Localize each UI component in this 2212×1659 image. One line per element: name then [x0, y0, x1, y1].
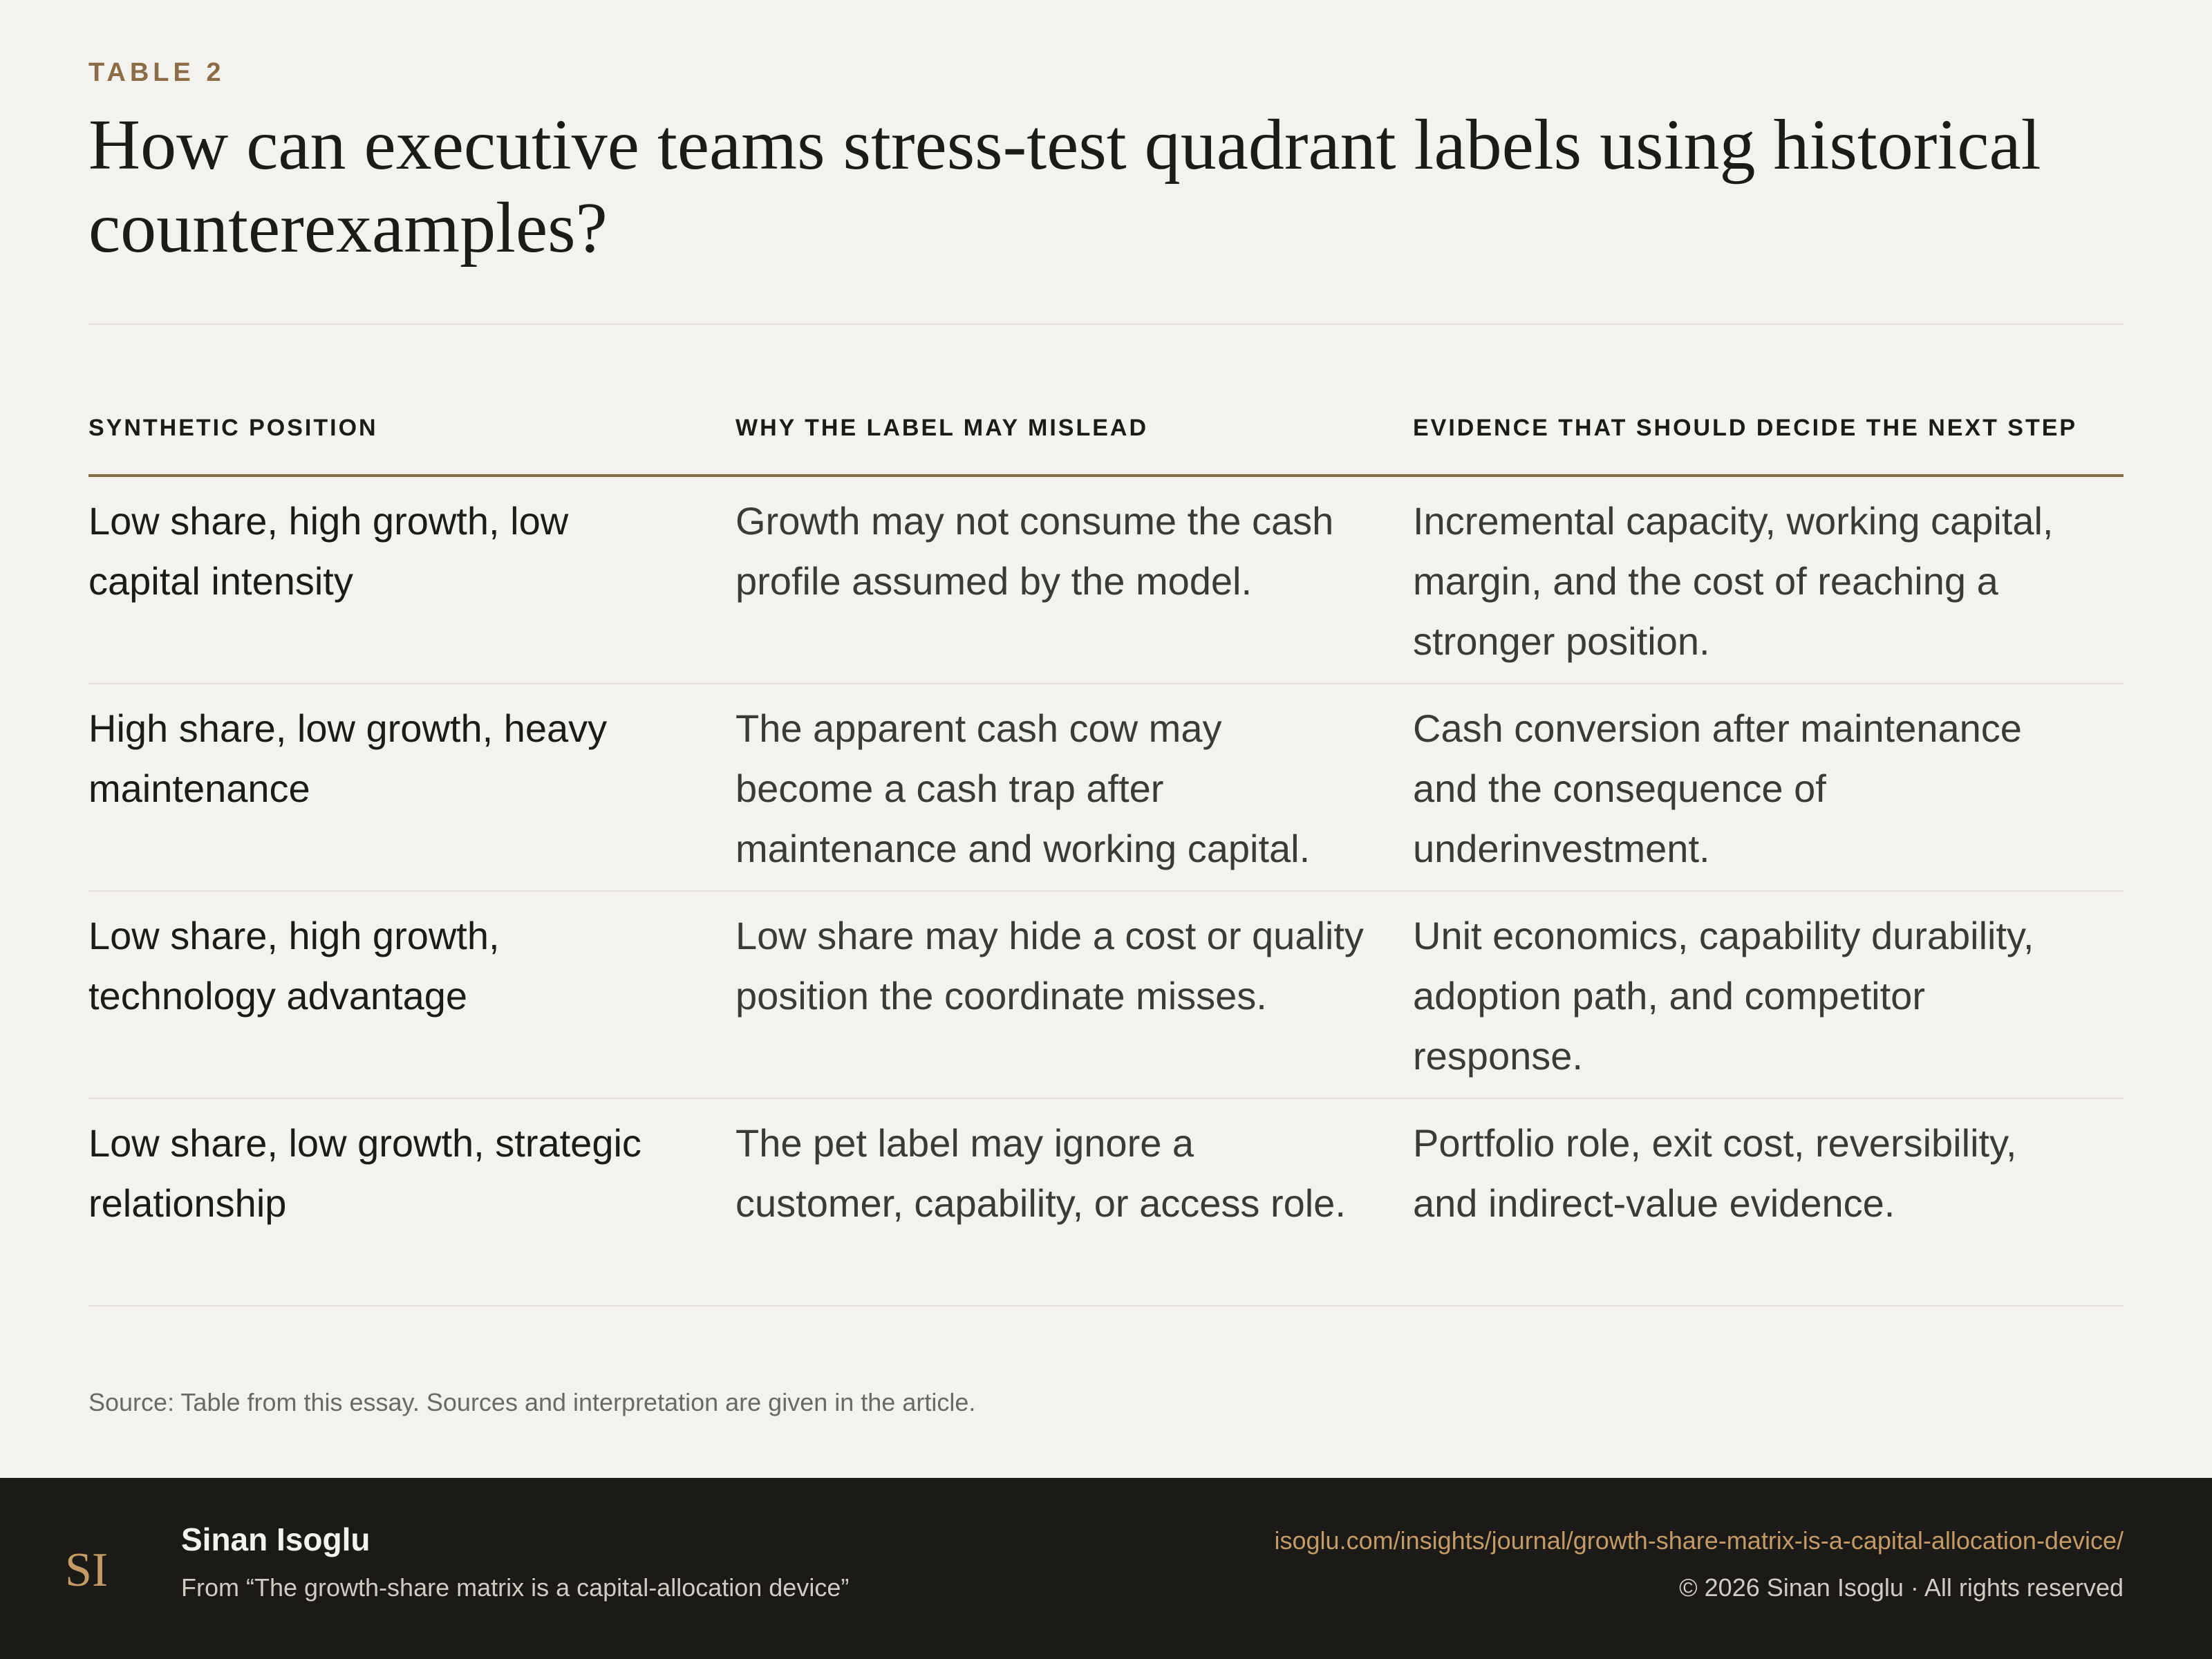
table-header-row [88, 415, 2124, 477]
cell-synthetic-position: Low share, high growth, low capital intensity [88, 499, 569, 603]
column-header-synthetic-position: SYNTHETIC POSITION [88, 415, 378, 441]
author-name: Sinan Isoglu [181, 1521, 371, 1557]
cell-synthetic-position: High share, low growth, heavy maintenance [88, 706, 608, 810]
table-number-label: TABLE 2 [88, 58, 225, 87]
table-row [88, 684, 2124, 892]
cell-evidence: Cash conversion after maintenance and the consequence of underinvestment. [1413, 706, 2022, 870]
cell-why-label-may-mislead: Growth may not consume the cash profile assumed by the model. [735, 499, 1334, 603]
cell-why-label-may-mislead: The pet label may ignore a customer, capability, or access role. [735, 1121, 1346, 1225]
column-header-evidence: EVIDENCE THAT SHOULD DECIDE THE NEXT STEP [1413, 415, 2078, 441]
cell-why-label-may-mislead: Low share may hide a cost or quality position the coordinate misses. [735, 914, 1364, 1018]
cell-synthetic-position: Low share, high growth, technology advantage [88, 914, 500, 1018]
title-divider [88, 324, 2124, 325]
logo-text: SI [65, 1544, 109, 1597]
article-link[interactable]: isoglu.com/insights/journal/growth-share-matrix-is-a-capital-allocation-device/ [1274, 1526, 2124, 1555]
table-row [88, 1099, 2124, 1306]
article-reference: From “The growth-share matrix is a capital-allocation device” [181, 1573, 850, 1602]
page-title: How can executive teams stress-test quadrant labels using historical counterexamples? [88, 105, 2041, 268]
footer [0, 1478, 2212, 1659]
column-header-why-label-may-mislead: WHY THE LABEL MAY MISLEAD [735, 415, 1149, 441]
cell-why-label-may-mislead: The apparent cash cow may become a cash trap after maintenance and working capital. [735, 706, 1311, 870]
comparison-table [88, 415, 2124, 1306]
cell-evidence: Portfolio role, exit cost, reversibility, and indirect-value evidence. [1413, 1121, 2017, 1225]
source-note: Source: Table from this essay. Sources and interpretation are given in the article. [88, 1388, 976, 1416]
si-monogram-logo [64, 1539, 119, 1601]
cell-evidence: Incremental capacity, working capital, margin, and the cost of reaching a stronger position. [1413, 499, 2054, 663]
table-row [88, 477, 2124, 684]
cell-synthetic-position: Low share, low growth, strategic relationship [88, 1121, 641, 1225]
table-row [88, 892, 2124, 1099]
cell-evidence: Unit economics, capability durability, adoption path, and competitor response. [1413, 914, 2034, 1078]
copyright-notice: © 2026 Sinan Isoglu · All rights reserved [1679, 1573, 2124, 1602]
